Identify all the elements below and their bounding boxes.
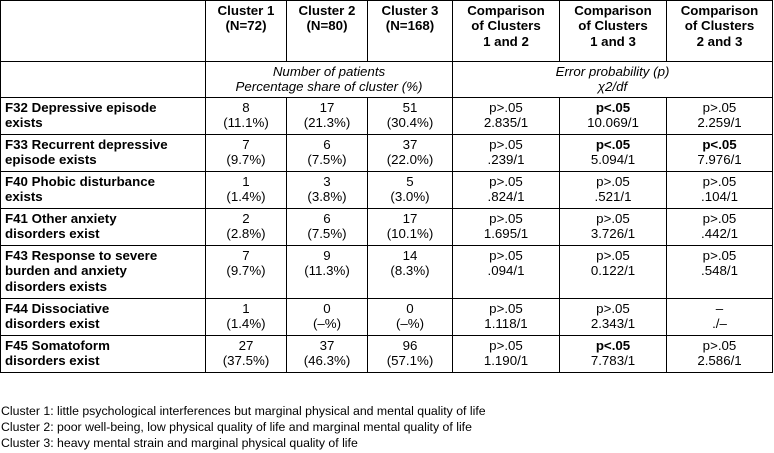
cluster-1-count: 2 (2.8%) bbox=[206, 209, 287, 246]
subheader-patients: Number of patients Percentage share of cluster (%) bbox=[206, 62, 453, 98]
cluster-2-count: 37 (46.3%) bbox=[287, 336, 368, 373]
table-row bbox=[1, 336, 773, 373]
header-comparison-2-3: Comparison of Clusters 2 and 3 bbox=[667, 1, 773, 62]
cluster-2-count: 0 (–%) bbox=[287, 299, 368, 336]
row-label: F45 Somatoform disorders exist bbox=[1, 336, 206, 373]
cluster-3-count: 17 (10.1%) bbox=[368, 209, 453, 246]
table-row bbox=[1, 299, 773, 336]
row-label: F44 Dissociative disorders exist bbox=[1, 299, 206, 336]
header-comparison-1-2: Comparison of Clusters 1 and 2 bbox=[453, 1, 560, 62]
subheader-row bbox=[1, 62, 773, 98]
cluster-1-count: 1 (1.4%) bbox=[206, 172, 287, 209]
comparison-1-2-value: p>.05 .239/1 bbox=[453, 135, 560, 172]
subheader-error-probability: Error probability (p) χ2/df bbox=[453, 62, 773, 98]
comparison-2-3-value: p>.05 2.586/1 bbox=[667, 336, 773, 373]
cluster-2-count: 17 (21.3%) bbox=[287, 98, 368, 135]
header-comparison-1-3: Comparison of Clusters 1 and 3 bbox=[560, 1, 667, 62]
comparison-1-2-value: p>.05 .094/1 bbox=[453, 246, 560, 299]
table-row bbox=[1, 172, 773, 209]
header-cluster-3: Cluster 3 (N=168) bbox=[368, 1, 453, 62]
cluster-3-count: 96 (57.1%) bbox=[368, 336, 453, 373]
comparison-1-3-value: p<.05 10.069/1 bbox=[560, 98, 667, 135]
cluster-3-count: 5 (3.0%) bbox=[368, 172, 453, 209]
cluster-2-count: 3 (3.8%) bbox=[287, 172, 368, 209]
comparison-1-2-value: p>.05 .824/1 bbox=[453, 172, 560, 209]
comparison-2-3-value: p>.05 .442/1 bbox=[667, 209, 773, 246]
footnotes bbox=[1, 403, 486, 451]
row-label: F32 Depressive episode exists bbox=[1, 98, 206, 135]
cluster-1-count: 8 (11.1%) bbox=[206, 98, 287, 135]
comparison-1-3-value: p>.05 0.122/1 bbox=[560, 246, 667, 299]
comparison-1-3-value: p>.05 2.343/1 bbox=[560, 299, 667, 336]
cluster-3-count: 14 (8.3%) bbox=[368, 246, 453, 299]
comparison-1-2-value: p>.05 1.695/1 bbox=[453, 209, 560, 246]
row-label: F43 Response to severe burden and anxiety disorders exists bbox=[1, 246, 206, 299]
comparison-1-2-value: p>.05 1.190/1 bbox=[453, 336, 560, 373]
footnote-cluster-2: Cluster 2: poor well-being, low physical quality of life and marginal mental quality of life bbox=[1, 420, 472, 434]
table-row bbox=[1, 246, 773, 299]
footnote-cluster-3: Cluster 3: heavy mental strain and marginal physical quality of life bbox=[1, 436, 358, 450]
row-label: F40 Phobic disturbance exists bbox=[1, 172, 206, 209]
comparison-2-3-value: – ./– bbox=[667, 299, 773, 336]
comparison-1-3-value: p<.05 5.094/1 bbox=[560, 135, 667, 172]
cluster-2-count: 6 (7.5%) bbox=[287, 209, 368, 246]
table-row bbox=[1, 135, 773, 172]
table-row bbox=[1, 209, 773, 246]
comparison-1-2-value: p>.05 2.835/1 bbox=[453, 98, 560, 135]
comparison-2-3-value: p>.05 2.259/1 bbox=[667, 98, 773, 135]
header-blank bbox=[1, 1, 206, 62]
comparison-1-2-value: p>.05 1.118/1 bbox=[453, 299, 560, 336]
comparison-2-3-value: p<.05 7.976/1 bbox=[667, 135, 773, 172]
comparison-2-3-value: p>.05 .104/1 bbox=[667, 172, 773, 209]
cluster-1-count: 7 (9.7%) bbox=[206, 135, 287, 172]
comparison-1-3-value: p>.05 3.726/1 bbox=[560, 209, 667, 246]
cluster-3-count: 0 (–%) bbox=[368, 299, 453, 336]
cluster-1-count: 27 (37.5%) bbox=[206, 336, 287, 373]
header-cluster-2: Cluster 2 (N=80) bbox=[287, 1, 368, 62]
row-label: F41 Other anxiety disorders exist bbox=[1, 209, 206, 246]
comparison-2-3-value: p>.05 .548/1 bbox=[667, 246, 773, 299]
footnote-cluster-1: Cluster 1: little psychological interferences but marginal physical and mental quality of life bbox=[1, 404, 486, 418]
table-row bbox=[1, 98, 773, 135]
header-row bbox=[1, 1, 773, 62]
comparison-1-3-value: p>.05 .521/1 bbox=[560, 172, 667, 209]
header-cluster-1: Cluster 1 (N=72) bbox=[206, 1, 287, 62]
row-label: F33 Recurrent depressive episode exists bbox=[1, 135, 206, 172]
cluster-3-count: 51 (30.4%) bbox=[368, 98, 453, 135]
comparison-1-3-value: p<.05 7.783/1 bbox=[560, 336, 667, 373]
subheader-blank bbox=[1, 62, 206, 98]
cluster-1-count: 7 (9.7%) bbox=[206, 246, 287, 299]
cluster-2-count: 6 (7.5%) bbox=[287, 135, 368, 172]
cluster-1-count: 1 (1.4%) bbox=[206, 299, 287, 336]
cluster-3-count: 37 (22.0%) bbox=[368, 135, 453, 172]
cluster-2-count: 9 (11.3%) bbox=[287, 246, 368, 299]
